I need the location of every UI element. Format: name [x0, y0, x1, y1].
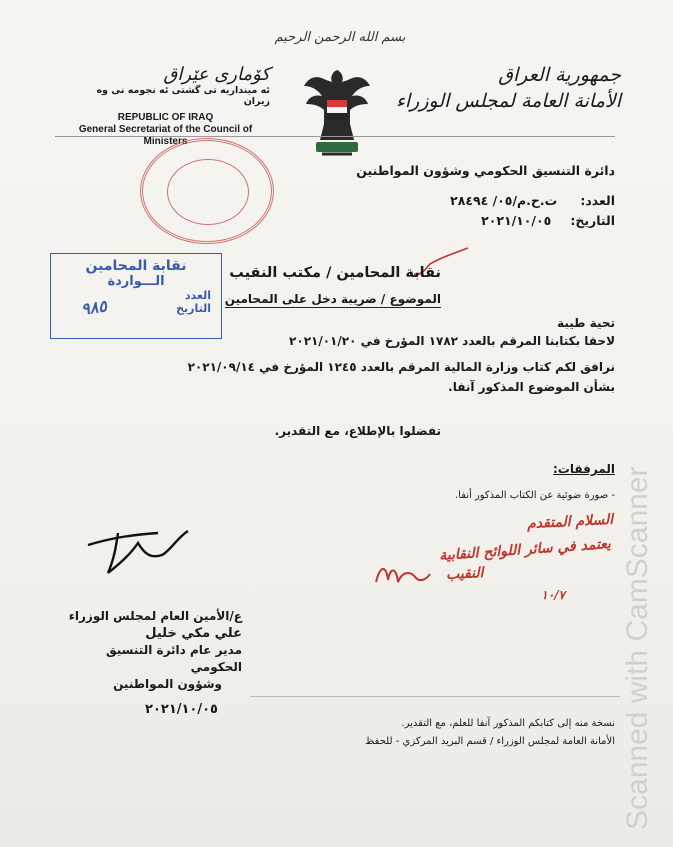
en-line-republic: REPUBLIC OF IRAQ — [117, 112, 214, 123]
letter-body-line-3: بشأن الموضوع المذكور آنفا. — [448, 380, 615, 394]
attachments-item: - صورة ضوئية عن الكتاب المذكور أنفا. — [454, 490, 615, 501]
signature-title: ع/الأمين العام لمجلس الوزراء — [68, 609, 242, 623]
signature-block — [52, 608, 242, 718]
letter-body-line-2: نرافق لكم كتاب وزارة المالية المرقم بالعدد ١٢٤٥ المؤرخ في ٢٠٢١/٠٩/١٤ — [187, 360, 615, 374]
incoming-mail-stamp — [50, 253, 222, 339]
incoming-stamp-number-label: العدد — [184, 289, 211, 302]
stamp-inner-ring — [167, 159, 249, 225]
iraq-eagle-emblem — [302, 64, 372, 164]
handwritten-note-line-1: السلام المتقدم — [526, 511, 614, 533]
watermark-text: Scanned with CamScanner — [621, 466, 654, 830]
reference-number-row — [450, 190, 615, 209]
en-line-secretariat: General Secretariat of the Council of Ministers — [78, 124, 253, 147]
date-label: التاريخ: — [570, 213, 615, 228]
camscanner-watermark — [617, 400, 667, 840]
signatory-position-1: مدير عام دائرة التنسيق الحكومي — [105, 643, 242, 674]
attachments-label: المرفقات: — [553, 462, 615, 476]
header-divider — [55, 136, 615, 137]
signatory-position-2: وشؤون المواطنين — [113, 677, 222, 691]
date-value: ٢٠٢١/١٠/٠٥ — [481, 213, 552, 228]
signatory-name: علي مكي خليل — [145, 626, 242, 641]
signature-date: ٢٠٢١/١٠/٠٥ — [145, 702, 218, 717]
number-label: العدد: — [580, 193, 615, 208]
official-round-stamp — [140, 138, 274, 244]
handwritten-note-line-4: ١٠/٧ — [541, 588, 565, 602]
handwritten-note-line-2: يعتمد في سائر اللوائح النقابية — [438, 536, 612, 564]
handwritten-red-signature — [372, 560, 432, 590]
number-value: ت.ح.م/٠٥/ ٢٨٤٩٤ — [450, 193, 558, 208]
incoming-stamp-org: نقابة المحامين — [85, 258, 187, 274]
letter-greeting: تحية طيبة — [557, 316, 615, 330]
incoming-stamp-title: الـــواردة — [107, 274, 165, 289]
letter-addressee: نقابة المحامين / مكتب النقيب — [229, 265, 441, 281]
letter-body-line-1: لاحقا بكتابنا المرقم بالعدد ١٧٨٢ المؤرخ في ٢٠٢١/٠١/٢٠ — [289, 334, 615, 348]
reference-date-row — [481, 210, 615, 229]
basmala: بسم الله الرحمن الرحيم — [274, 30, 406, 45]
letter-closing: تفضلوا بالإطلاع، مع التقدير. — [274, 424, 441, 438]
gov-line-secretariat: الأمانة العامة لمجلس الوزراء — [395, 90, 621, 112]
incoming-stamp-date-label: التاريخ — [176, 302, 211, 315]
government-header-english — [58, 112, 273, 148]
footer-copy-line-2: الأمانة العامة لمجلس الوزراء / قسم البريد المركزي - للحفظ — [365, 736, 615, 747]
handwritten-signature — [78, 525, 198, 580]
kurdish-line-republic: کۆماری عێراق — [163, 64, 270, 85]
kurdish-line-secretariat: ئه مینداریه تی گشتی ئه نجومه نی وه زیران — [96, 85, 270, 107]
letter-subject: الموضوع / ضريبة دخل على المحامين — [224, 292, 441, 306]
footer-copy-line-1: نسخة منه إلى كتابكم المذكور آنفا للعلم، مع التقدير. — [401, 718, 615, 729]
incoming-stamp-handwritten-number: ٩٨٥ — [79, 296, 108, 319]
government-header-kurdish — [70, 64, 270, 107]
gov-line-republic: جمهورية العراق — [498, 64, 621, 86]
department-name: دائرة التنسيق الحكومي وشؤون المواطنين — [356, 163, 615, 178]
government-header-arabic — [396, 62, 621, 114]
handwritten-note-line-3: النقيب — [445, 565, 484, 583]
footer-divider — [250, 696, 620, 697]
